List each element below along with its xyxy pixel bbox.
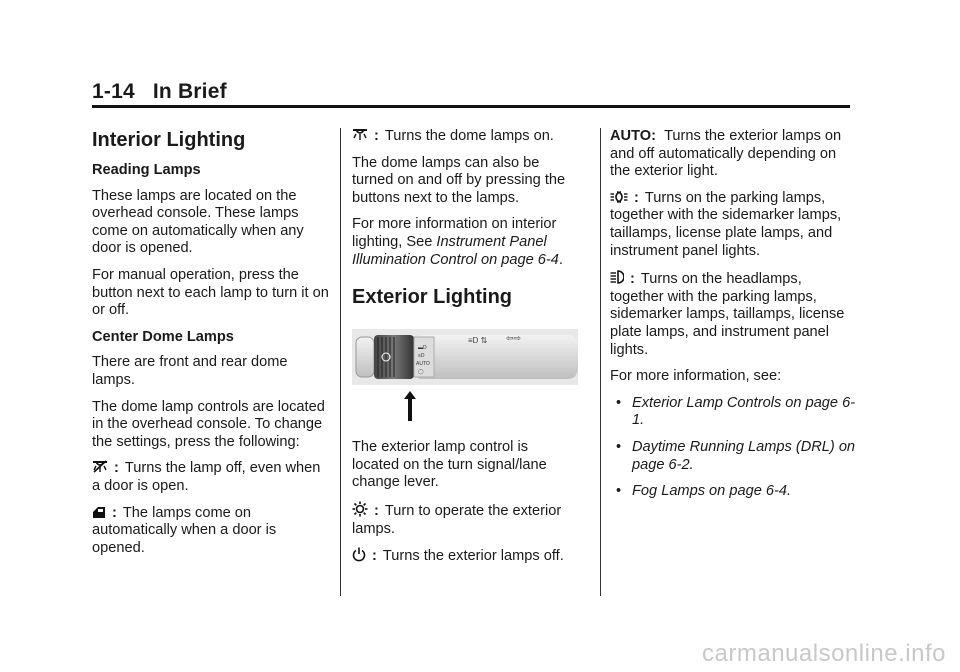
more-info: For more information, see: xyxy=(610,368,782,385)
dome-lamp-on-icon xyxy=(352,128,368,146)
paragraph: The dome lamps can also be turned on and off by pressing the buttons next to the lamps. xyxy=(352,154,566,206)
power-off-icon xyxy=(352,547,366,566)
auto-item xyxy=(610,128,856,181)
header-text xyxy=(92,80,850,104)
dome-door-item: : The lamps come on automatically when a door is opened. xyxy=(92,504,277,556)
chapter-title: In Brief xyxy=(152,80,227,103)
column-3 xyxy=(610,128,856,510)
exterior-lamp-icon xyxy=(352,501,368,521)
reference-suffix: . xyxy=(558,251,563,268)
subheading-reading-lamps: Reading Lamps xyxy=(92,162,201,178)
lever-auto-label: AUTO xyxy=(416,361,430,368)
svg-text:◯: ◯ xyxy=(418,369,424,376)
dome-off-item: : Turns the lamp off, even when a door is open. xyxy=(92,460,321,494)
list-item[interactable]: • Daytime Running Lamps (DRL) on page 6-2. xyxy=(610,439,856,474)
headlamp-item: : Turns on the headlamps, together with the parking lamps, sidemarker lamps, taillamps, license plate lamps, and instrument panel lights. xyxy=(610,271,845,358)
svg-text:≡D: ≡D xyxy=(418,353,425,360)
lamp-off-item: : Turns the exterior lamps off. xyxy=(352,547,578,566)
dome-on-item: : Turns the dome lamps on. xyxy=(352,128,578,146)
lamp-turn-text: Turn to operate the exterior lamps. xyxy=(352,502,562,537)
subheading-dome-lamps: Center Dome Lamps xyxy=(92,328,234,345)
auto-label: AUTO: xyxy=(610,128,656,144)
paragraph: For manual operation, press the button next to each lamp to turn it on or off. xyxy=(92,266,329,319)
lamp-turn-item: : Turn to operate the exterior lamps. xyxy=(352,502,562,537)
reference-link[interactable]: Instrument Panel Illumination Control on page 6-4 xyxy=(352,233,559,268)
auto-text: Turns the exterior lamps on and off automatically depending on the exterior light. xyxy=(610,128,842,180)
section-title-interior: Interior Lighting xyxy=(92,129,246,151)
svg-text:⇦⇨: ⇦⇨ xyxy=(506,333,522,344)
paragraph: There are front and rear dome lamps. xyxy=(92,354,288,388)
lamp-control-lever-illustration xyxy=(352,329,578,425)
paragraph: The exterior lamp control is located on the turn signal/lane change lever. xyxy=(352,439,547,491)
headlamp-text: Turns on the headlamps, together with the parking lamps, sidemarker lamps, taillamps, license plate lamps, and instrument panel lights. xyxy=(610,271,845,358)
door-icon xyxy=(92,505,106,523)
paragraph: The dome lamp controls are located in the overhead console. To change the settings, press the following: xyxy=(92,398,325,450)
dome-on-text: Turns the dome lamps on. xyxy=(384,128,554,144)
column-2 xyxy=(352,128,578,575)
headlamp-icon xyxy=(610,269,624,289)
header-rule xyxy=(92,105,850,108)
list-item[interactable]: • Exterior Lamp Controls on page 6-1. xyxy=(610,395,856,430)
paragraph: These lamps are located on the overhead console. These lamps come on automatically when any door is opened. xyxy=(92,187,304,257)
dome-lamp-off-icon xyxy=(92,460,108,478)
section-title-exterior: Exterior Lighting xyxy=(352,286,512,309)
parking-lamp-icon xyxy=(610,190,628,208)
column-1 xyxy=(92,128,330,566)
list-item[interactable]: • Fog Lamps on page 6-4. xyxy=(610,483,856,501)
dome-off-text: Turns the lamp off, even when a door is open. xyxy=(92,460,321,494)
dome-door-text: The lamps come on automatically when a door is opened. xyxy=(92,504,277,556)
reference-list xyxy=(610,395,856,501)
watermark: carmanualsonline.info xyxy=(702,640,946,667)
page-header xyxy=(92,80,850,104)
svg-text:≡D ⇅: ≡D ⇅ xyxy=(468,336,488,346)
paragraph-reference xyxy=(352,216,578,269)
page-number: 1-14 xyxy=(92,80,135,103)
reference-prefix: For more information on interior lighting, See xyxy=(352,216,557,250)
parking-text: Turns on the parking lamps, together with the sidemarker lamps, taillamps, license plate lamps, and instrument panel lights. xyxy=(610,189,842,259)
lamp-off-text: Turns the exterior lamps off. xyxy=(382,548,564,565)
column-divider xyxy=(340,128,341,596)
column-divider xyxy=(600,128,601,596)
svg-text:▬D: ▬D xyxy=(418,345,427,352)
parking-item: : Turns on the parking lamps, together with the sidemarker lamps, taillamps, license plate lamps, and instrument panel lights. xyxy=(610,189,842,259)
